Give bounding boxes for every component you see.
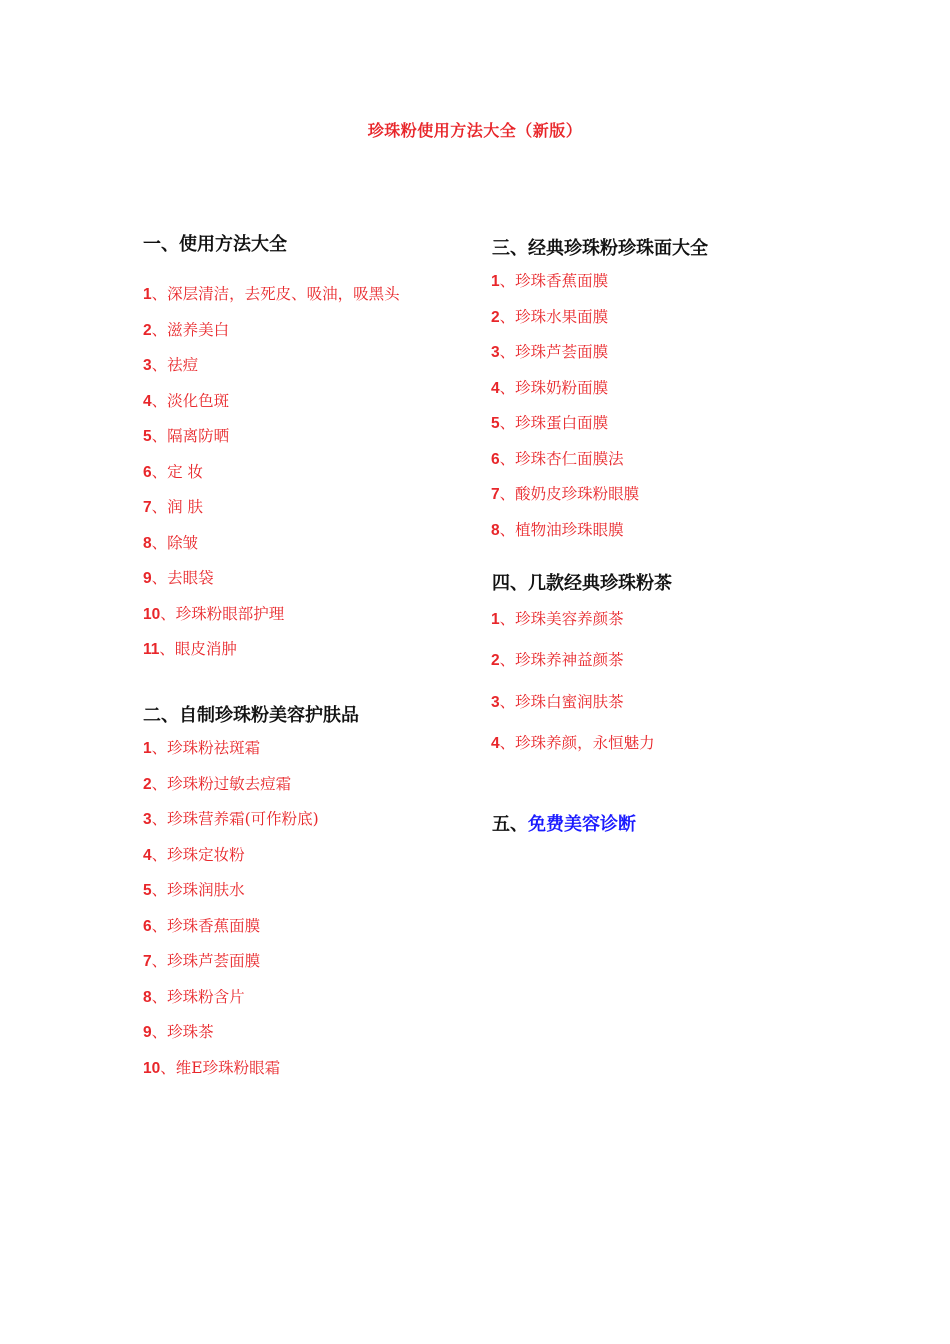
list-item[interactable] [143,916,319,937]
list-item[interactable] [143,987,319,1008]
section-heading-usage: 一、使用方法大全 [143,234,287,255]
list-item[interactable] [143,462,400,483]
document-title: 珍珠粉使用方法大全（新版） [367,121,583,140]
item-text: 、珍珠水果面膜 [499,307,609,326]
list-item[interactable] [491,342,639,363]
item-number: 7 [143,953,152,970]
list-item[interactable] [491,650,655,671]
item-text: 、珍珠粉祛斑霜 [151,739,261,757]
list-item[interactable] [491,378,639,399]
list-item[interactable] [143,1022,319,1043]
list-item[interactable] [143,355,400,376]
item-number: 4 [143,846,152,864]
homemade-list [143,738,319,1093]
list-item[interactable] [491,307,639,328]
item-text: 、珍珠营养霜(可作粉底) [151,810,319,828]
list-item[interactable] [143,738,319,759]
free-diagnosis-link[interactable]: 免费美容诊断 [528,814,636,835]
teas-list [491,609,655,754]
list-item[interactable] [491,413,639,434]
item-number: 5 [143,882,152,899]
item-number: 1 [143,286,152,303]
list-item[interactable] [143,320,400,341]
item-number: 3 [491,694,500,711]
item-text: 、定 妆 [151,462,204,481]
item-number: 11 [143,641,160,658]
masks-list [491,271,639,555]
item-number: 9 [143,570,152,587]
item-text: 、维E珍珠粉眼霜 [160,1058,281,1077]
item-number: 6 [143,463,152,481]
item-number: 4 [143,392,152,410]
item-number: 7 [143,499,152,516]
item-number: 5 [143,428,152,445]
section-heading-teas: 四、几款经典珍珠粉茶 [492,573,672,594]
item-text: 、深层清洁，去死皮、吸油，吸黑头 [151,285,400,303]
list-item[interactable] [143,639,400,660]
list-item[interactable] [143,497,400,518]
item-number: 8 [143,988,152,1006]
list-item[interactable] [143,426,400,447]
section-heading-homemade: 二、自制珍珠粉美容护肤品 [143,705,359,726]
item-text: 、珍珠香蕉面膜 [499,272,609,290]
item-number: 3 [143,357,152,374]
item-text: 、润 肤 [151,498,204,516]
list-item[interactable] [491,484,639,505]
item-text: 、珍珠定妆粉 [151,845,245,864]
item-text: 、珍珠粉含片 [151,987,245,1006]
item-number: 4 [491,379,500,397]
item-text: 、珍珠养神益颜茶 [499,651,624,669]
list-item[interactable] [143,568,400,589]
list-item[interactable] [143,951,319,972]
item-number: 8 [143,534,152,552]
item-text: 、珍珠润肤水 [151,881,245,899]
item-number: 2 [491,652,500,669]
item-text: 、祛痘 [151,356,199,374]
item-text: 、珍珠茶 [151,1023,214,1041]
item-text: 、珍珠芦荟面膜 [151,952,261,970]
item-number: 2 [491,308,500,326]
section-heading-masks: 三、经典珍珠粉珍珠面大全 [492,238,708,259]
item-text: 、除皱 [151,533,199,552]
item-number: 6 [143,917,152,935]
item-number: 4 [491,735,500,752]
list-item[interactable] [491,271,639,292]
section-5-prefix: 五、 [492,814,528,835]
list-item[interactable] [143,604,400,625]
item-number: 6 [491,450,500,468]
section-heading-diagnosis [492,810,636,836]
item-text: 、酸奶皮珍珠粉眼膜 [499,485,640,503]
list-item[interactable] [143,809,319,830]
item-text: 、珍珠养颜，永恒魅力 [499,734,655,752]
item-number: 1 [491,273,500,290]
item-text: 、眼皮消肿 [159,640,237,658]
list-item[interactable] [491,609,655,630]
item-text: 、珍珠蛋白面膜 [499,414,609,432]
item-number: 2 [143,775,152,793]
item-text: 、珍珠香蕉面膜 [151,916,261,935]
list-item[interactable] [143,1058,319,1079]
list-item[interactable] [143,391,400,412]
item-number: 10 [143,1059,161,1077]
list-item[interactable] [491,449,639,470]
list-item[interactable] [143,284,400,305]
item-number: 3 [143,811,152,828]
item-number: 8 [491,521,500,539]
usage-list [143,284,400,675]
item-number: 3 [491,344,500,361]
item-number: 1 [143,740,152,757]
list-item[interactable] [491,692,655,713]
item-text: 、珍珠白蜜润肤茶 [499,693,624,711]
item-text: 、植物油珍珠眼膜 [499,520,624,539]
item-text: 、珍珠美容养颜茶 [499,610,624,628]
item-text: 、珍珠奶粉面膜 [499,378,609,397]
item-number: 5 [491,415,500,432]
item-text: 、滋养美白 [151,320,230,339]
item-text: 、隔离防晒 [151,427,230,445]
item-text: 、淡化色斑 [151,391,230,410]
item-number: 7 [491,486,500,503]
item-number: 10 [143,605,161,623]
list-item[interactable] [143,880,319,901]
list-item[interactable] [143,533,400,554]
list-item[interactable] [491,520,639,541]
list-item[interactable] [143,845,319,866]
item-number: 2 [143,321,152,339]
list-item[interactable] [143,774,319,795]
item-number: 9 [143,1024,152,1041]
list-item[interactable] [491,733,655,754]
item-text: 、珍珠粉过敏去痘霜 [151,774,292,793]
item-number: 1 [491,611,500,628]
item-text: 、珍珠粉眼部护理 [160,604,285,623]
item-text: 、珍珠杏仁面膜法 [499,449,624,468]
item-text: 、珍珠芦荟面膜 [499,343,609,361]
item-text: 、去眼袋 [151,569,214,587]
